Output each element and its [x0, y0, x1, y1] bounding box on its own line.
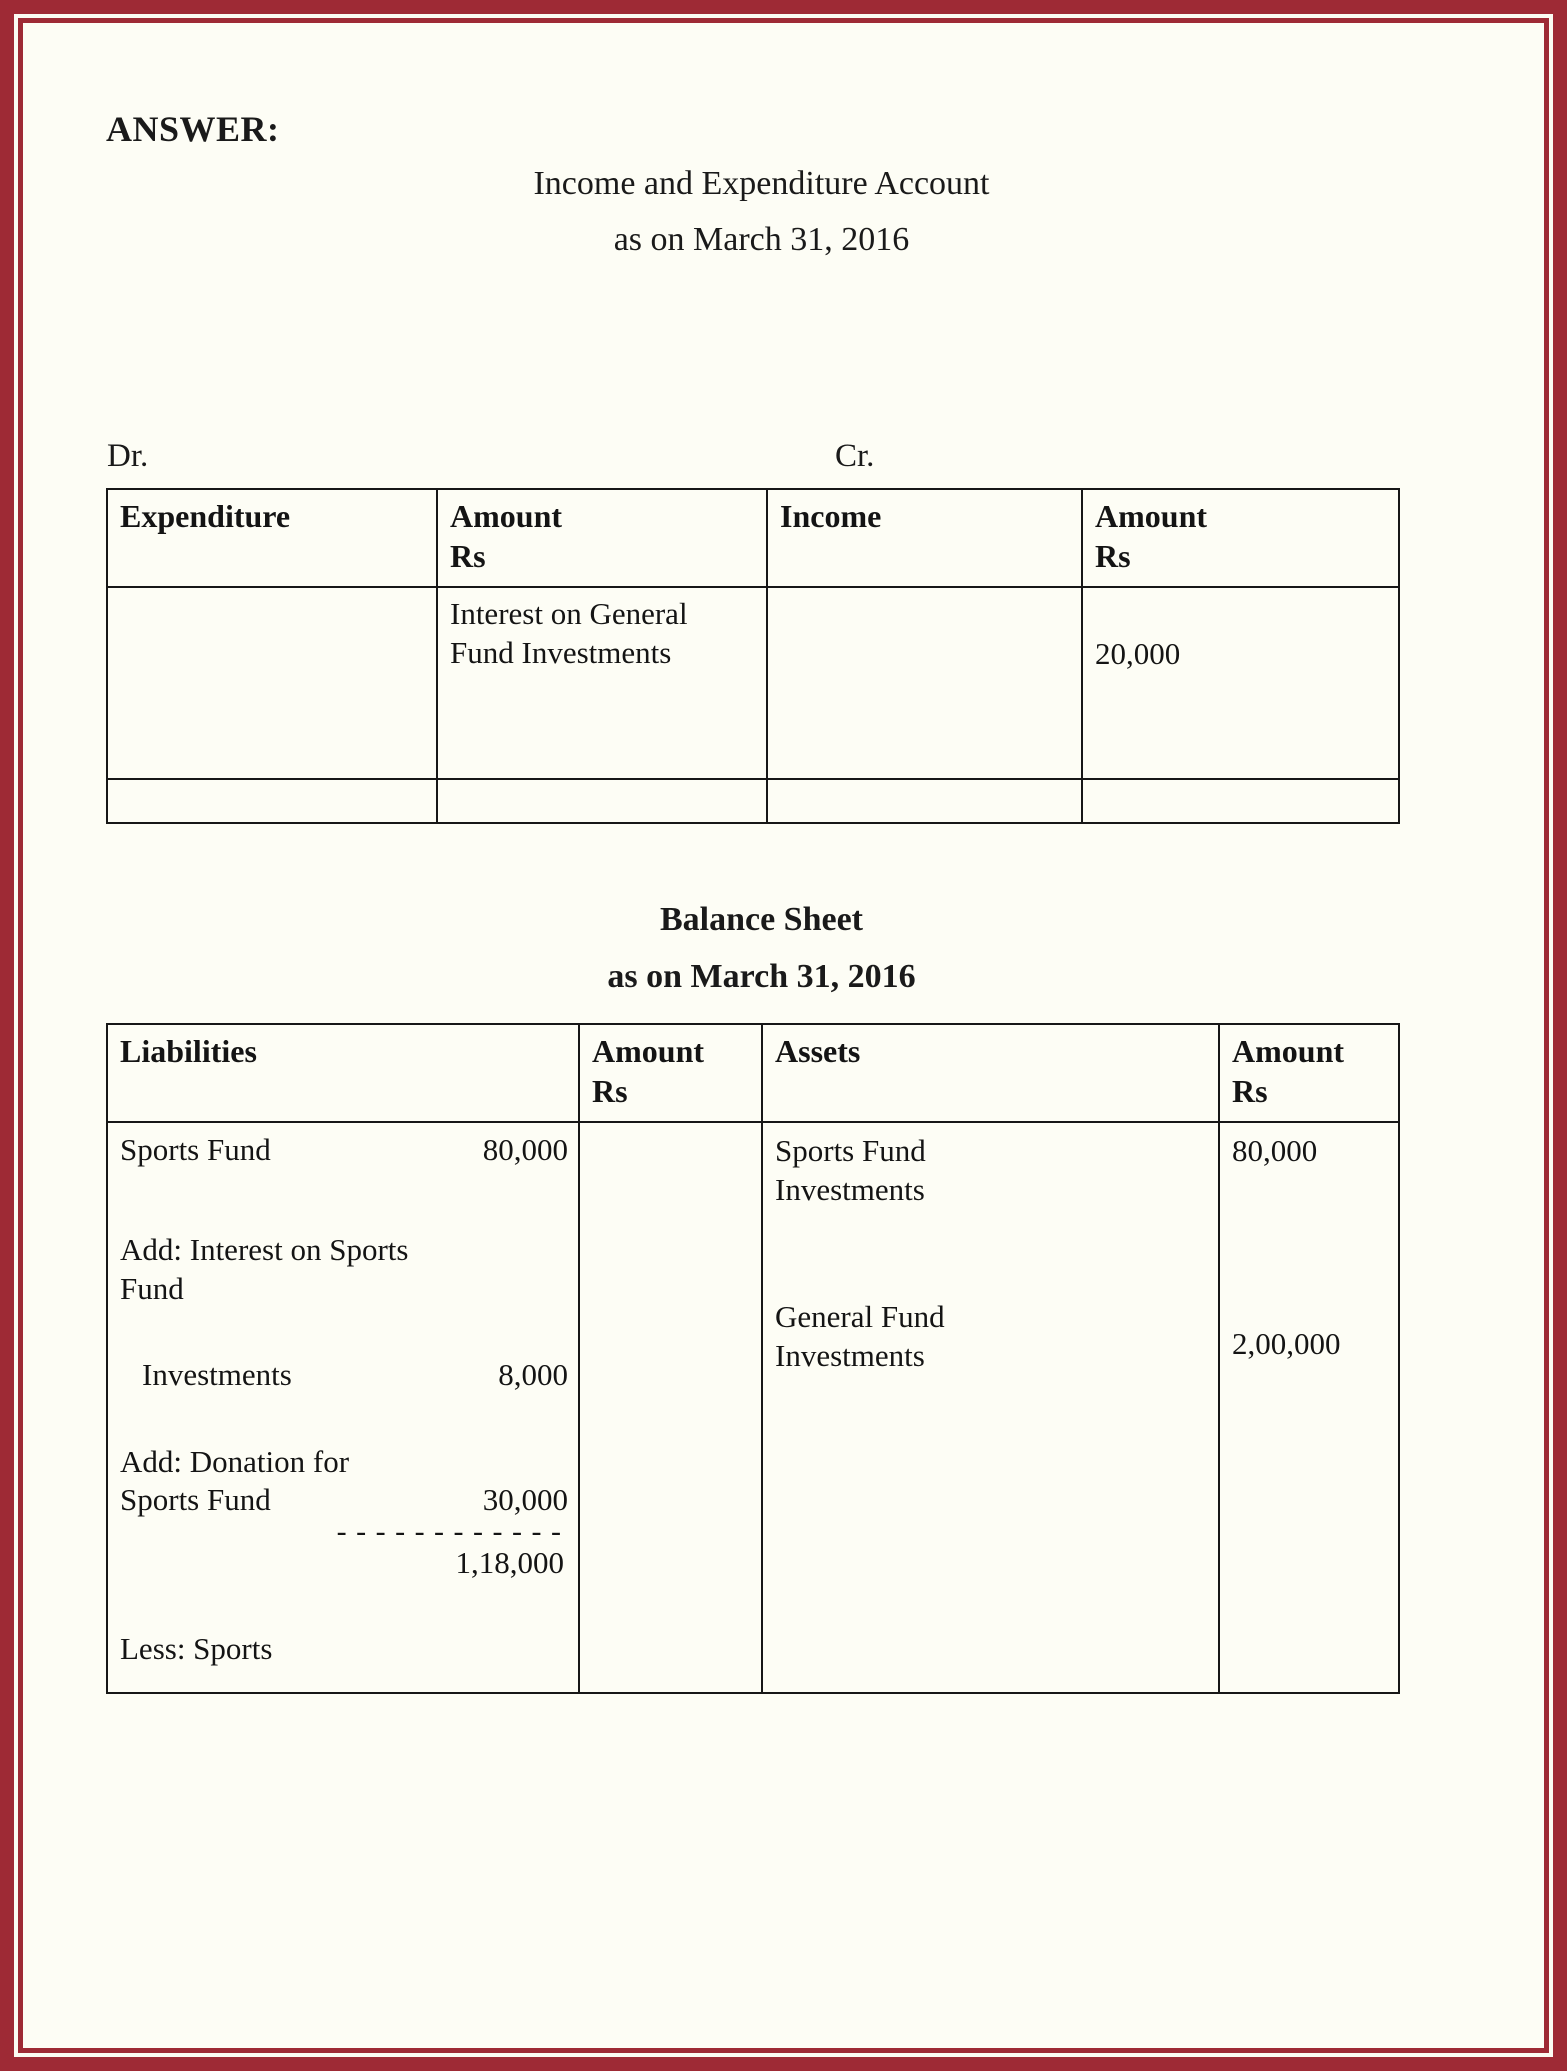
cell-assets-amount — [1219, 1122, 1399, 1693]
ledger-label: Sports Fund — [120, 1132, 271, 1167]
ledger-subtotal-value: 1,18,000 — [455, 1544, 564, 1580]
asset-value-spacer — [1232, 1170, 1388, 1324]
cell-expenditure — [107, 779, 437, 823]
assets-ledger — [775, 1131, 1208, 1375]
column-header-liabilities: Liabilities — [107, 1024, 579, 1122]
credit-label: Cr. — [835, 438, 875, 474]
amount-right-currency: Rs — [1095, 538, 1131, 575]
balance-sheet-subtitle: as on March 31, 2016 — [607, 958, 916, 995]
column-header-amount-right — [1082, 489, 1399, 587]
ledger-line-add-interest — [120, 1231, 568, 1269]
cell-amount-right: 20,000 — [1082, 587, 1399, 779]
income-expenditure-title: Income and Expenditure Account — [533, 165, 990, 202]
balance-sheet-table — [106, 1023, 1400, 1694]
ledger-label: Sports Fund — [120, 1482, 271, 1518]
asset-line-general-fund-investments — [775, 1297, 1208, 1336]
liabilities-ledger — [120, 1131, 568, 1669]
cell-assets — [762, 1122, 1219, 1693]
ledger-line-less-sports — [120, 1630, 568, 1668]
cell-liabilities-amount — [579, 1122, 762, 1693]
table-row — [107, 587, 1399, 779]
asset-label: General Fund — [775, 1299, 945, 1335]
table-row — [107, 779, 1399, 823]
asset-value-sports-fund-investments: 80,000 — [1232, 1133, 1318, 1168]
column-header-amount-right — [1219, 1024, 1399, 1122]
ledger-line-investments — [120, 1356, 568, 1394]
cell-amount-left-description — [437, 779, 767, 823]
income-expenditure-subtitle: as on March 31, 2016 — [613, 221, 910, 258]
table-header-row — [107, 489, 1399, 587]
ledger-line-add-donation — [120, 1443, 568, 1481]
ledger-value: 30,000 — [482, 1482, 568, 1518]
amount-right-currency: Rs — [1232, 1073, 1268, 1110]
debit-label: Dr. — [107, 438, 149, 474]
ledger-label: Fund — [120, 1270, 184, 1306]
asset-line-sports-fund-investments-cont — [775, 1170, 1208, 1209]
ledger-label: Add: Donation for — [120, 1443, 350, 1479]
asset-label: Sports Fund — [775, 1133, 926, 1168]
cell-expenditure — [107, 587, 437, 779]
amount-left-word: Amount — [592, 1033, 705, 1069]
ledger-value: 8,000 — [498, 1357, 568, 1393]
ledger-line-sports-fund — [120, 1131, 568, 1169]
column-header-assets: Assets — [762, 1024, 1219, 1122]
cell-amount-left-description: Interest on General Fund Investments — [437, 587, 767, 779]
ledger-value: 80,000 — [482, 1132, 568, 1167]
amount-left-currency: Rs — [592, 1073, 628, 1110]
amount-left-word: Amount — [450, 498, 563, 534]
asset-label: Investments — [775, 1172, 925, 1208]
ledger-spacer — [120, 1582, 568, 1630]
ledger-label: Investments — [142, 1357, 292, 1393]
cell-liabilities — [107, 1122, 579, 1693]
answer-label: ANSWER: — [106, 109, 280, 149]
amount-left-currency: Rs — [450, 538, 486, 575]
amount-right-word: Amount — [1095, 498, 1208, 534]
ledger-line-sports-fund-donation — [120, 1481, 568, 1519]
page-frame-inner-border — [14, 14, 1553, 2057]
asset-spacer — [775, 1209, 1208, 1297]
column-header-amount-left — [579, 1024, 762, 1122]
table-header-row — [107, 1024, 1399, 1122]
cell-amount-right — [1082, 779, 1399, 823]
document-page — [23, 23, 1544, 2048]
balance-sheet-title: Balance Sheet — [659, 901, 864, 938]
amount-right-word: Amount — [1232, 1033, 1345, 1069]
ledger-label: Add: Interest on Sports — [120, 1232, 409, 1268]
ledger-spacer — [120, 1395, 568, 1443]
ledger-line-fund — [120, 1270, 568, 1308]
column-header-expenditure: Expenditure — [107, 489, 437, 587]
ledger-spacer — [120, 1169, 568, 1231]
ledger-label: Less: Sports — [120, 1631, 273, 1667]
asset-line-general-fund-investments-cont — [775, 1336, 1208, 1375]
table-row — [107, 1122, 1399, 1693]
income-expenditure-table — [106, 488, 1400, 824]
column-header-amount-left — [437, 489, 767, 587]
cell-income — [767, 779, 1082, 823]
column-header-income: Income — [767, 489, 1082, 587]
asset-line-sports-fund-investments — [775, 1131, 1208, 1170]
ledger-subtotal-rule: - - - - - - - - - - - - — [336, 1514, 562, 1548]
ledger-spacer — [120, 1308, 568, 1356]
cell-income — [767, 587, 1082, 779]
asset-label: Investments — [775, 1338, 925, 1374]
asset-value-general-fund-investments: 2,00,000 — [1232, 1326, 1341, 1362]
